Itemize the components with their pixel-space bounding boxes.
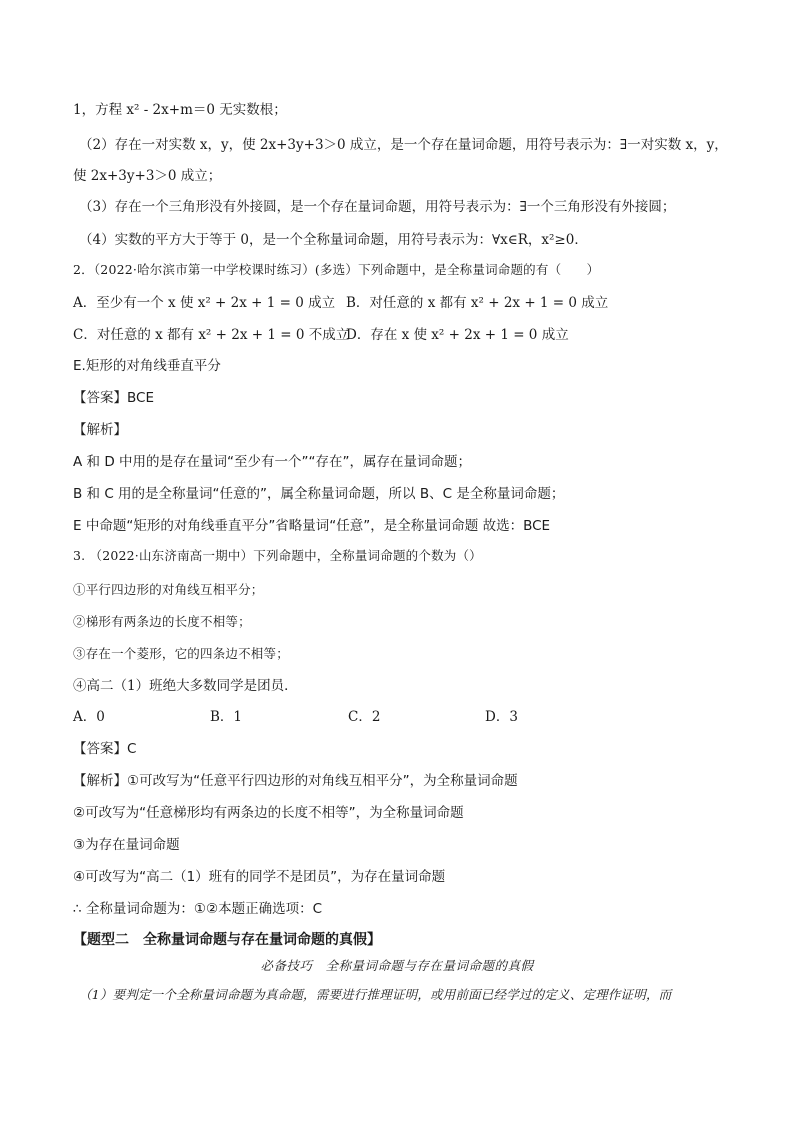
text-line-2: （2）存在一对实数 x，y，使 2x+3y+3＞0 成立，是一个存在量词命题，用符号表示为：∃一对实数 x，y， — [79, 137, 728, 153]
question-2-analysis-line-3: E 中命题“矩形的对角线垂直平分”省略量词“任意”，是全称量词命题 故选：BCE — [73, 518, 551, 534]
section-title: 【题型二 全称量词命题与存在量词命题的真假】 — [73, 932, 381, 948]
question-3-item-3: ③存在一个菱形，它的四条边不相等； — [73, 646, 289, 661]
question-3-item-4: ④高二（1）班绝大多数同学是团员． — [73, 678, 298, 694]
question-2-option-a: A．至少有一个 x 使 x² + 2x + 1 = 0 成立 — [73, 295, 336, 311]
text-line-4: （3）存在一个三角形没有外接圆，是一个存在量词命题，用符号表示为：∃一个三角形没有外接圆； — [79, 199, 676, 215]
text-line-3: 使 2x+3y+3＞0 成立； — [73, 168, 222, 184]
question-3-analysis-line-1: 【解析】①可改写为“任意平行四边形的对角线互相平分”，为全称量词命题 — [73, 773, 518, 789]
question-3-option-a: A．0 — [73, 709, 105, 725]
question-3-analysis-line-5: ∴ 全称量词命题为：①②本题正确选项：C — [73, 901, 323, 917]
tip-title: 必备技巧 全称量词命题与存在量词命题的真假 — [260, 958, 534, 973]
question-2-option-e: E.矩形的对角线垂直平分 — [73, 358, 221, 374]
question-2-option-b: B．对任意的 x 都有 x² + 2x + 1 = 0 成立 — [346, 295, 609, 311]
text-line-5: （4）实数的平方大于等于 0，是一个全称量词命题，用符号表示为：∀x∈R，x²≥0． — [79, 232, 588, 248]
question-2-stem: 2．（2022·哈尔滨市第一中学校课时练习）(多选）下列命题中，是全称量词命题的有（ ） — [73, 262, 600, 277]
question-3-option-b: B．1 — [210, 709, 243, 725]
question-3-analysis-line-3: ③为存在量词命题 — [73, 837, 180, 853]
question-3-option-c: C．2 — [348, 709, 381, 725]
question-2-analysis-line-2: B 和 C 用的是全称量词“任意的”，属全称量词命题，所以 B、C 是全称量词命题； — [73, 486, 565, 502]
tip-line-1: （1）要判定一个全称量词命题为真命题，需要进行推理证明，或用前面已经学过的定义、定理作证明，而 — [79, 987, 672, 1002]
question-2-analysis-title: 【解析】 — [73, 422, 127, 438]
question-2-option-c: C．对任意的 x 都有 x² + 2x + 1 = 0 不成立 — [73, 327, 350, 343]
question-3-item-2: ②梯形有两条边的长度不相等； — [73, 614, 251, 629]
question-3-option-d: D．3 — [485, 709, 518, 725]
question-3-answer: 【答案】C — [73, 741, 137, 757]
text-line-1: 1，方程 x² - 2x+m＝0 无实数根； — [73, 102, 287, 118]
question-2-option-d: D．存在 x 使 x² + 2x + 1 = 0 成立 — [346, 327, 569, 343]
question-3-stem: 3. （2022·山东济南高一期中）下列命题中，全称量词命题的个数为（） — [73, 548, 482, 563]
question-3-item-1: ①平行四边形的对角线互相平分； — [73, 582, 264, 597]
question-2-answer: 【答案】BCE — [73, 390, 154, 406]
question-3-analysis-line-2: ②可改写为“任意梯形均有两条边的长度不相等”，为全称量词命题 — [73, 805, 464, 821]
question-3-analysis-line-4: ④可改写为“高二（1）班有的同学不是团员”，为存在量词命题 — [73, 869, 446, 885]
question-2-analysis-line-1: A 和 D 中用的是存在量词“至少有一个”“存在”，属存在量词命题； — [73, 454, 471, 470]
